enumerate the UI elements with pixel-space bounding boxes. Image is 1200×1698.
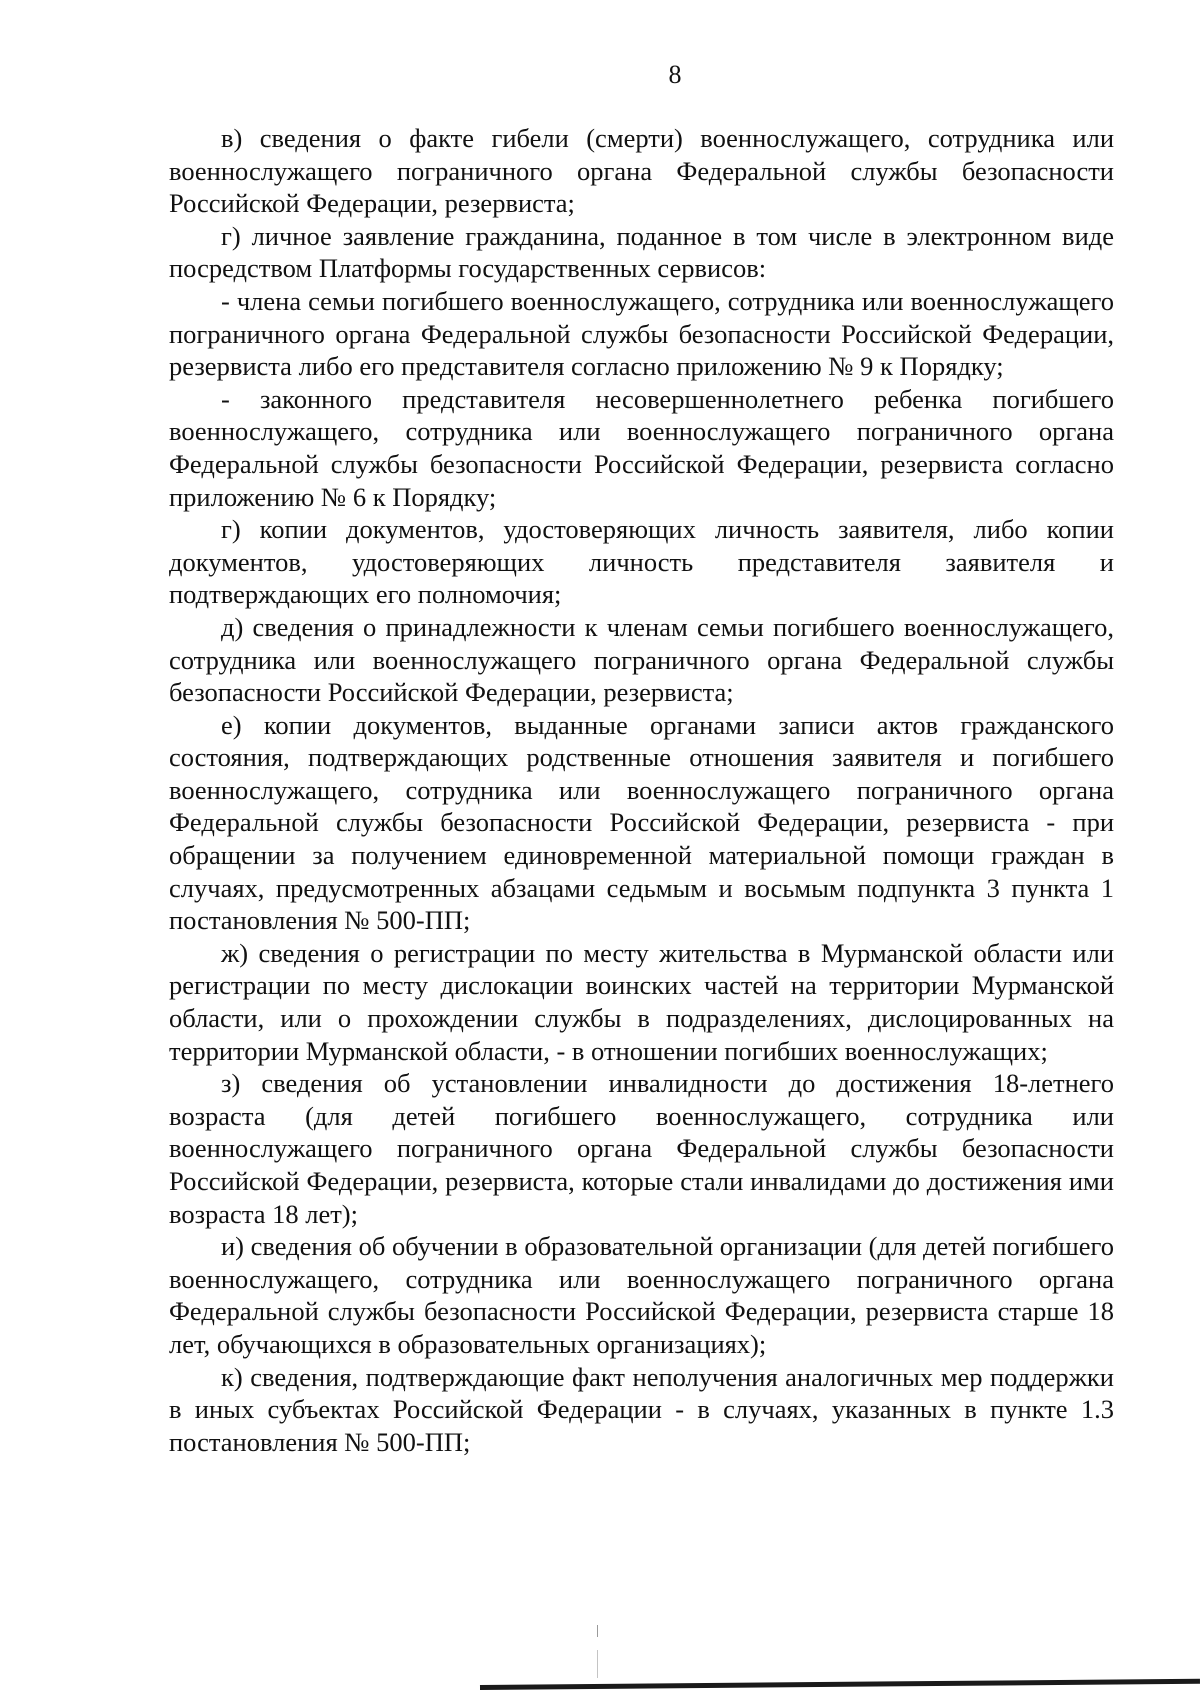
paragraph-zh-registration-info: ж) сведения о регистрации по месту жительства в Мурманской области или регистрации по месту дислокации воинских частей на территории Мурманской области, или о прохождении службы в подразделениях, дислоцированных на территории Мурманской области, - в отношении погибших военнослужащих; bbox=[169, 937, 1114, 1066]
paragraph-z-disability-info: з) сведения об установлении инвалидности до достижения 18-летнего возраста (для детей погибшего военнослужащего, сотрудника или военнослужащего пограничного органа Федеральной службы безопасности Российской Федерации, резервиста, которые стали инвалидами до достижения ими возраста 18 лет); bbox=[169, 1068, 1114, 1229]
scan-artifact-mark bbox=[597, 1650, 598, 1678]
paragraph-e-civil-registry-copies: е) копии документов, выданные органами записи актов гражданского состояния, подтверждающих родственные отношения заявителя и погибшего военнослужащего, сотрудника или военнослужащего пограничного органа Федеральной службы безопасности Российской Федерации, резервиста - при обращении за получением единовременной материальной помощи граждан в случаях, предусмотренных абзацами седьмым и восьмым подпункта 3 пункта 1 постановления № 500-ПП; bbox=[169, 709, 1114, 936]
paragraph-g-identity-documents: г) копии документов, удостоверяющих личность заявителя, либо копии документов, удостоверяющих личность представителя заявителя и подтверждающих его полномочия; bbox=[169, 514, 1114, 610]
paragraph-family-member: - члена семьи погибшего военнослужащего, сотрудника или военнослужащего пограничного органа Федеральной службы безопасности Российской Федерации, резервиста либо его представителя согласно приложению № 9 к Порядку; bbox=[169, 285, 1114, 382]
paragraph-i-education-info: и) сведения об обучении в образовательной организации (для детей погибшего военнослужащего, сотрудника или военнослужащего пограничного органа Федеральной службы безопасности Российской Федерации, резервиста старше 18 лет, обучающихся в образовательных организациях); bbox=[169, 1231, 1114, 1359]
scan-artifact-mark bbox=[597, 1625, 598, 1637]
page-number: 8 bbox=[668, 60, 682, 89]
paragraph-legal-representative: - законного представителя несовершеннолетнего ребенка погибшего военнослужащего, сотрудника или военнослужащего пограничного органа Федеральной службы безопасности Российской Федерации, резервиста согласно приложению № 6 к Порядку; bbox=[169, 383, 1114, 512]
paragraph-v-death-info: в) сведения о факте гибели (смерти) военнослужащего, сотрудника или военнослужащего пограничного органа Федеральной службы безопасности Российской Федерации, резервиста; bbox=[169, 123, 1114, 219]
paragraph-d-family-membership: д) сведения о принадлежности к членам семьи погибшего военнослужащего, сотрудника или военнослужащего пограничного органа Федеральной службы безопасности Российской Федерации, резервиста; bbox=[169, 611, 1114, 708]
scan-edge-line bbox=[480, 1679, 1200, 1690]
paragraph-k-non-receipt-info: к) сведения, подтверждающие факт неполучения аналогичных мер поддержки в иных субъектах Российской Федерации - в случаях, указанных в пункте 1.3 постановления № 500-ПП; bbox=[169, 1361, 1114, 1457]
document-body bbox=[169, 122, 1114, 1458]
paragraph-g-personal-application: г) личное заявление гражданина, поданное в том числе в электронном виде посредством Платформы государственных сервисов: bbox=[169, 220, 1114, 284]
